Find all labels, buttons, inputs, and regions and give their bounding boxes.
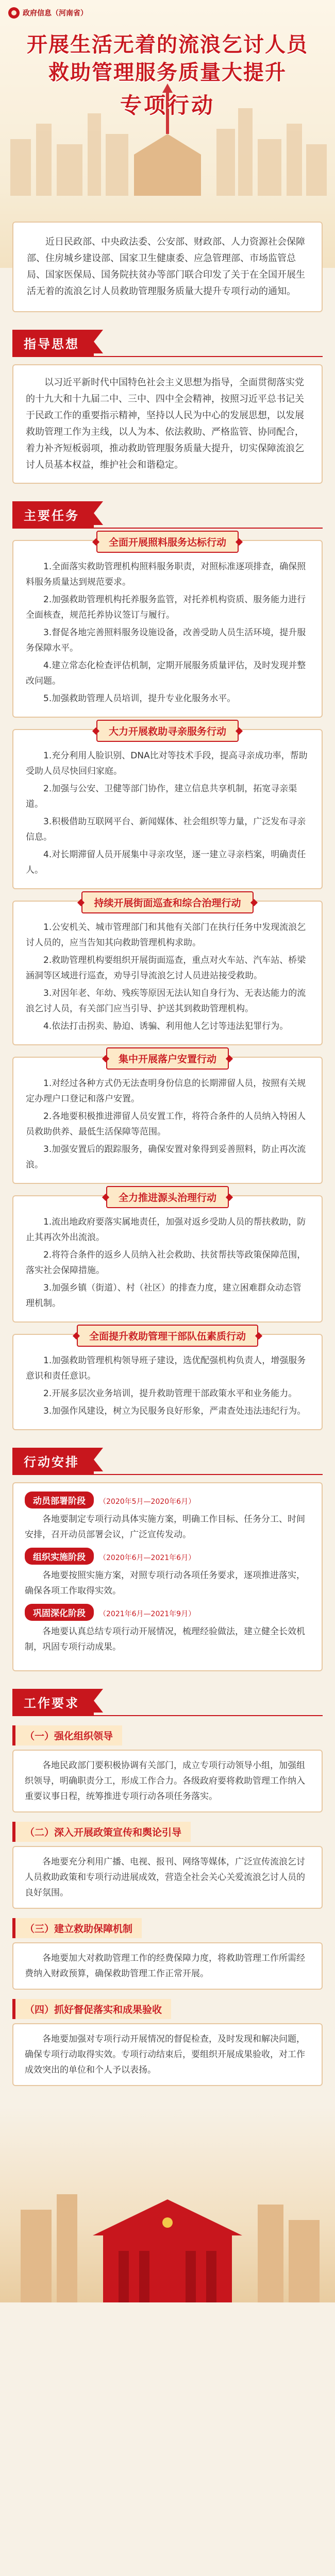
requirement-label: （二）深入开展政策宣传和舆论引导 (12, 1822, 191, 1842)
task-paragraph: 5.加强救助管理人员培训，提升专业化服务水平。 (43, 693, 236, 704)
requirement-label: （三）建立救助保障机制 (12, 1918, 142, 1938)
intro-paragraph: 近日民政部、中央政法委、公安部、财政部、人力资源社会保障部、住房城乡建设部、国家卫生健康委、应急管理部、市场监管总局、国家医保局、国务院扶贫办等部门联合印发了关于在全国开展生活无着的流浪乞讨人员救助管理服务质量大提升专项行动的通知。 (12, 222, 323, 312)
logo-emblem-icon (8, 7, 20, 19)
requirement-item (12, 1725, 323, 1812)
task-body (13, 559, 322, 706)
task-paragraph: 3.积极借助互联网平台、新闻媒体、社会组织等力量，广泛发布寻亲信息。 (26, 817, 306, 842)
task-body (13, 1214, 322, 1311)
schedule-step-label: 巩固深化阶段 (25, 1604, 94, 1621)
section-heading-requirements: 工作要求 (12, 1689, 94, 1715)
schedule-step (25, 1548, 310, 1599)
section-heading-schedule: 行动安排 (12, 1448, 94, 1474)
schedule-step-label: 组织实施阶段 (25, 1548, 94, 1565)
requirement-item (12, 1918, 323, 1990)
task-card (12, 897, 323, 1045)
schedule-step-text: 各地要制定专项行动具体实施方案，明确工作目标、任务分工、时间安排，召开动员部署会议，广泛宣传发动。 (25, 1514, 305, 1540)
task-card (12, 726, 323, 889)
section-rule (12, 528, 323, 529)
task-paragraph: 4.建立常态化检查评估机制，定期开展服务质量评估，及时发现并整改问题。 (26, 660, 306, 686)
task-paragraph: 3.加强作风建设，树立为民服务良好形象，严肃查处违法违纪行为。 (43, 1406, 306, 1416)
section-rule (12, 1715, 323, 1716)
page-title-line-3: 专项行动 (120, 93, 215, 118)
requirement-text: 各地民政部门要积极协调有关部门，成立专项行动领导小组，加强组织领导，明确职责分工，形成工作合力。各级政府要将救助管理工作纳入重要议事日程，统筹推进专项行动各项任务落实。 (12, 1750, 323, 1812)
task-title: 全面提升救助管理干部队伍素质行动 (77, 1325, 258, 1347)
task-paragraph: 2.加强与公安、卫健等部门协作，建立信息共享机制，拓宽寻亲渠道。 (26, 784, 297, 809)
task-title: 大力开展救助寻亲服务行动 (96, 720, 239, 742)
task-paragraph: 2.各地要积极推进滞留人员安置工作，将符合条件的人员纳入特困人员救助供养、最低生活保障等范围。 (26, 1111, 306, 1137)
schedule-step-date: （2021年6月—2021年9月） (99, 1610, 196, 1618)
schedule-step-text: 各地要认真总结专项行动开展情况，梳理经验做法，建立健全长效机制，巩固专项行动成果。 (25, 1626, 305, 1652)
requirement-label: （一）强化组织领导 (12, 1725, 122, 1745)
task-body (13, 920, 322, 1034)
task-paragraph: 1.对经过各种方式仍无法查明身份信息的长期滞留人员，按照有关规定办理户口登记和落户安置。 (26, 1078, 306, 1104)
requirement-text: 各地要加强对专项行动开展情况的督促检查，及时发现和解决问题，确保专项行动取得实效。专项行动结束后，要组织开展成果验收，对工作成效突出的单位和个人予以表扬。 (12, 2023, 323, 2086)
task-paragraph: 4.对长期滞留人员开展集中寻亲攻坚，逐一建立寻亲档案，明确责任人。 (26, 850, 306, 875)
task-paragraph: 1.流出地政府要落实属地责任，加强对返乡受助人员的帮扶救助，防止其再次外出流浪。 (26, 1217, 306, 1243)
task-paragraph: 1.公安机关、城市管理部门和其他有关部门在执行任务中发现流浪乞讨人员的，应当告知其向救助管理机构求助。 (26, 922, 306, 948)
task-body (13, 748, 322, 878)
footer-illustration (0, 2107, 335, 2302)
schedule-step-label: 动员部署阶段 (25, 1492, 94, 1509)
task-paragraph: 2.救助管理机构要组织开展街面巡查，重点对火车站、汽车站、桥梁涵洞等区域进行巡查，劝导引导流浪乞讨人员进站接受救助。 (26, 955, 306, 981)
page-title-line-1: 开展生活无着的流浪乞讨人员 (27, 33, 308, 57)
task-title: 全力推进源头治理行动 (106, 1186, 229, 1208)
requirements-list (12, 1725, 323, 2086)
task-card (12, 1054, 323, 1184)
task-paragraph: 3.对因年老、年幼、残疾等原因无法认知自身行为、无表达能力的流浪乞讨人员，有关部门应当引导、护送其到救助管理机构。 (26, 988, 306, 1014)
task-title: 集中开展落户安置行动 (106, 1047, 229, 1070)
requirement-text: 各地要加大对救助管理工作的经费保障力度，将救助管理工作所需经费纳入财政预算，确保救助管理工作正常开展。 (12, 1942, 323, 1990)
schedule-step (25, 1492, 310, 1543)
schedule-step-date: （2020年5月—2020年6月） (99, 1498, 196, 1506)
requirement-item (12, 1822, 323, 1909)
task-card (12, 1331, 323, 1430)
logo-text: 政府信息（河南省） (23, 9, 88, 18)
task-paragraph: 3.督促各地完善照料服务设施设备，改善受助人员生活环境，提升服务保障水平。 (26, 628, 306, 653)
requirement-label: （四）抓好督促落实和成果验收 (12, 1999, 171, 2019)
task-card (12, 1192, 323, 1323)
task-card (12, 537, 323, 718)
requirement-text: 各地要充分利用广播、电视、报刊、网络等媒体，广泛宣传流浪乞讨人员救助政策和专项行动进展成效，营造全社会关心关爱流浪乞讨人员的良好氛围。 (12, 1846, 323, 1909)
task-paragraph: 1.加强救助管理机构领导班子建设，选优配强机构负责人，增强服务意识和责任意识。 (26, 1355, 306, 1381)
schedule-step-text: 各地要按照实施方案，对照专项行动各项任务要求，逐项推进落实，确保各项工作取得实效。 (25, 1570, 305, 1596)
task-paragraph: 1.全面落实救助管理机构照料服务职责，对照标准逐项排查，确保照料服务质量达到规范要求。 (26, 562, 306, 587)
logo (8, 7, 88, 19)
section-heading-guiding: 指导思想 (12, 330, 94, 356)
section-rule (12, 1474, 323, 1475)
section-heading-tasks: 主要任务 (12, 501, 94, 528)
task-paragraph: 4.依法打击拐卖、胁迫、诱骗、利用他人乞讨等违法犯罪行为。 (43, 1021, 289, 1031)
footer-landmark-icon (0, 2107, 335, 2302)
task-paragraph: 3.加强乡镇（街道）、村（社区）的排查力度，建立困难群众动态管理机制。 (26, 1283, 301, 1309)
task-title: 持续开展街面巡查和综合治理行动 (81, 891, 253, 913)
task-paragraph: 2.开展多层次业务培训，提升救助管理干部政策水平和业务能力。 (43, 1388, 297, 1399)
page-title-line-2: 救助管理服务质量大提升 (48, 61, 287, 84)
task-paragraph: 2.加强救助管理机构托养服务监管，对托养机构资质、服务能力进行全面核查，规范托养协议签订与履行。 (26, 595, 306, 620)
schedule-timeline (12, 1482, 323, 1671)
task-list (0, 537, 335, 1430)
schedule-step (25, 1604, 310, 1655)
requirement-item (12, 1999, 323, 2086)
section-rule (12, 356, 323, 357)
task-paragraph: 2.将符合条件的返乡人员纳入社会救助、扶贫帮扶等政策保障范围，落实社会保障措施。 (26, 1250, 306, 1276)
task-paragraph: 3.加强安置后的跟踪服务，确保安置对象得到妥善照料，防止再次流浪。 (26, 1144, 306, 1170)
task-title: 全面开展照料服务达标行动 (96, 531, 239, 553)
task-paragraph: 1.充分利用人脸识别、DNA比对等技术手段，提高寻亲成功率，帮助受助人员尽快回归家庭。 (26, 751, 308, 776)
header-title-block (0, 31, 335, 120)
schedule-step-date: （2020年6月—2021年6月） (99, 1554, 196, 1562)
task-body (13, 1076, 322, 1173)
task-body (13, 1353, 322, 1419)
guiding-panel: 以习近平新时代中国特色社会主义思想为指导，全面贯彻落实党的十九大和十九届二中、三中、四中全会精神，按照习近平总书记关于民政工作的重要指示精神，坚持以人民为中心的发展思想，以发展救助管理工作为主线，以人为本、依法救助、严格监管、协同配合，着力补齐短板弱项，推动救助管理服务质量大提升，切实保障流浪乞讨人员基本权益，维护社会和谐稳定。 (12, 364, 323, 484)
